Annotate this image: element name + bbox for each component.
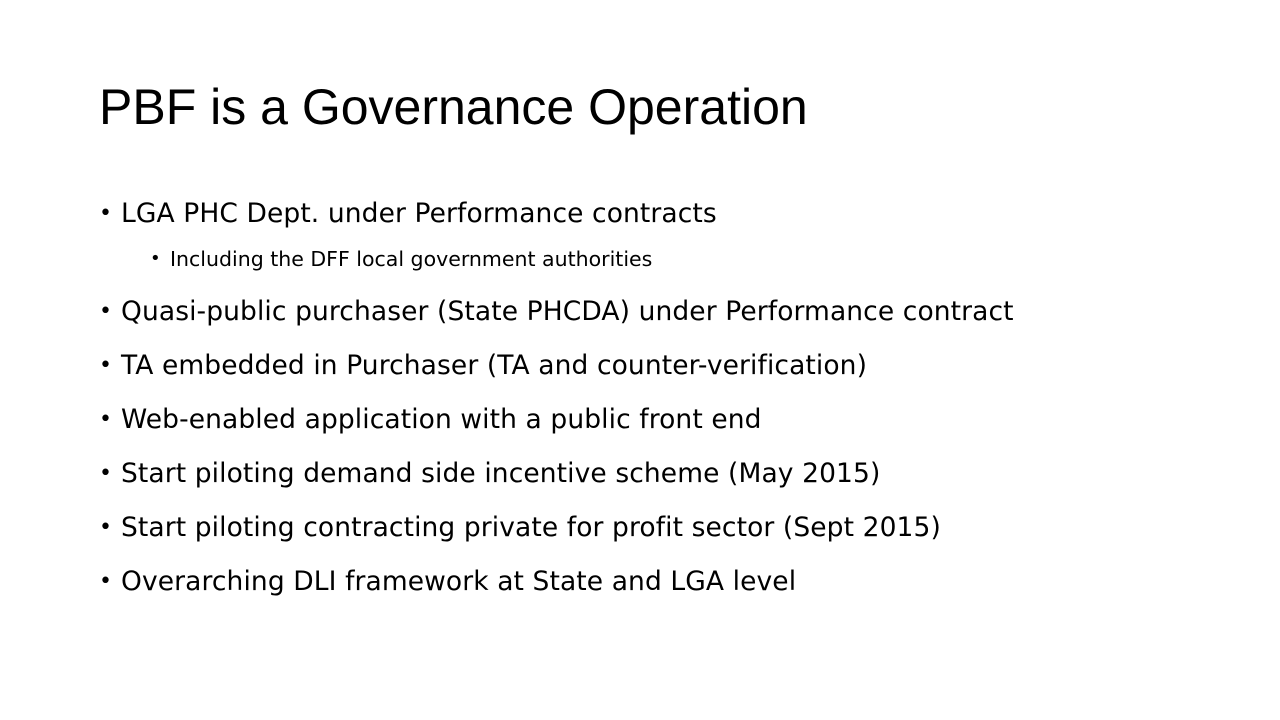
slide-title: PBF is a Governance Operation [99,79,808,135]
sub-bullet-text: Including the DFF local government authorities [170,247,653,271]
bullet-text: TA embedded in Purchaser (TA and counter-verification) [121,350,868,381]
bullet-icon: • [99,299,113,324]
bullet-text: Start piloting contracting private for profit sector (Sept 2015) [121,512,941,543]
bullet-item [99,349,868,383]
bullet-item [99,565,797,599]
bullet-item [99,295,1014,329]
bullet-icon: • [99,407,113,432]
sub-bullet-item [150,245,653,273]
bullet-item [99,511,941,545]
bullet-item [99,197,717,231]
bullet-icon: • [99,353,113,378]
bullet-text: Overarching DLI framework at State and LGA level [121,566,797,597]
bullet-text: Quasi-public purchaser (State PHCDA) under Performance contract [121,296,1014,327]
bullet-icon: • [99,201,113,226]
bullet-text: Start piloting demand side incentive scheme (May 2015) [121,458,881,489]
bullet-text: LGA PHC Dept. under Performance contracts [121,198,717,229]
bullet-item [99,457,881,491]
bullet-icon: • [99,461,113,486]
bullet-icon: • [150,248,161,269]
bullet-icon: • [99,515,113,540]
bullet-text: Web-enabled application with a public front end [121,404,762,435]
bullet-item [99,403,762,437]
bullet-icon: • [99,569,113,594]
